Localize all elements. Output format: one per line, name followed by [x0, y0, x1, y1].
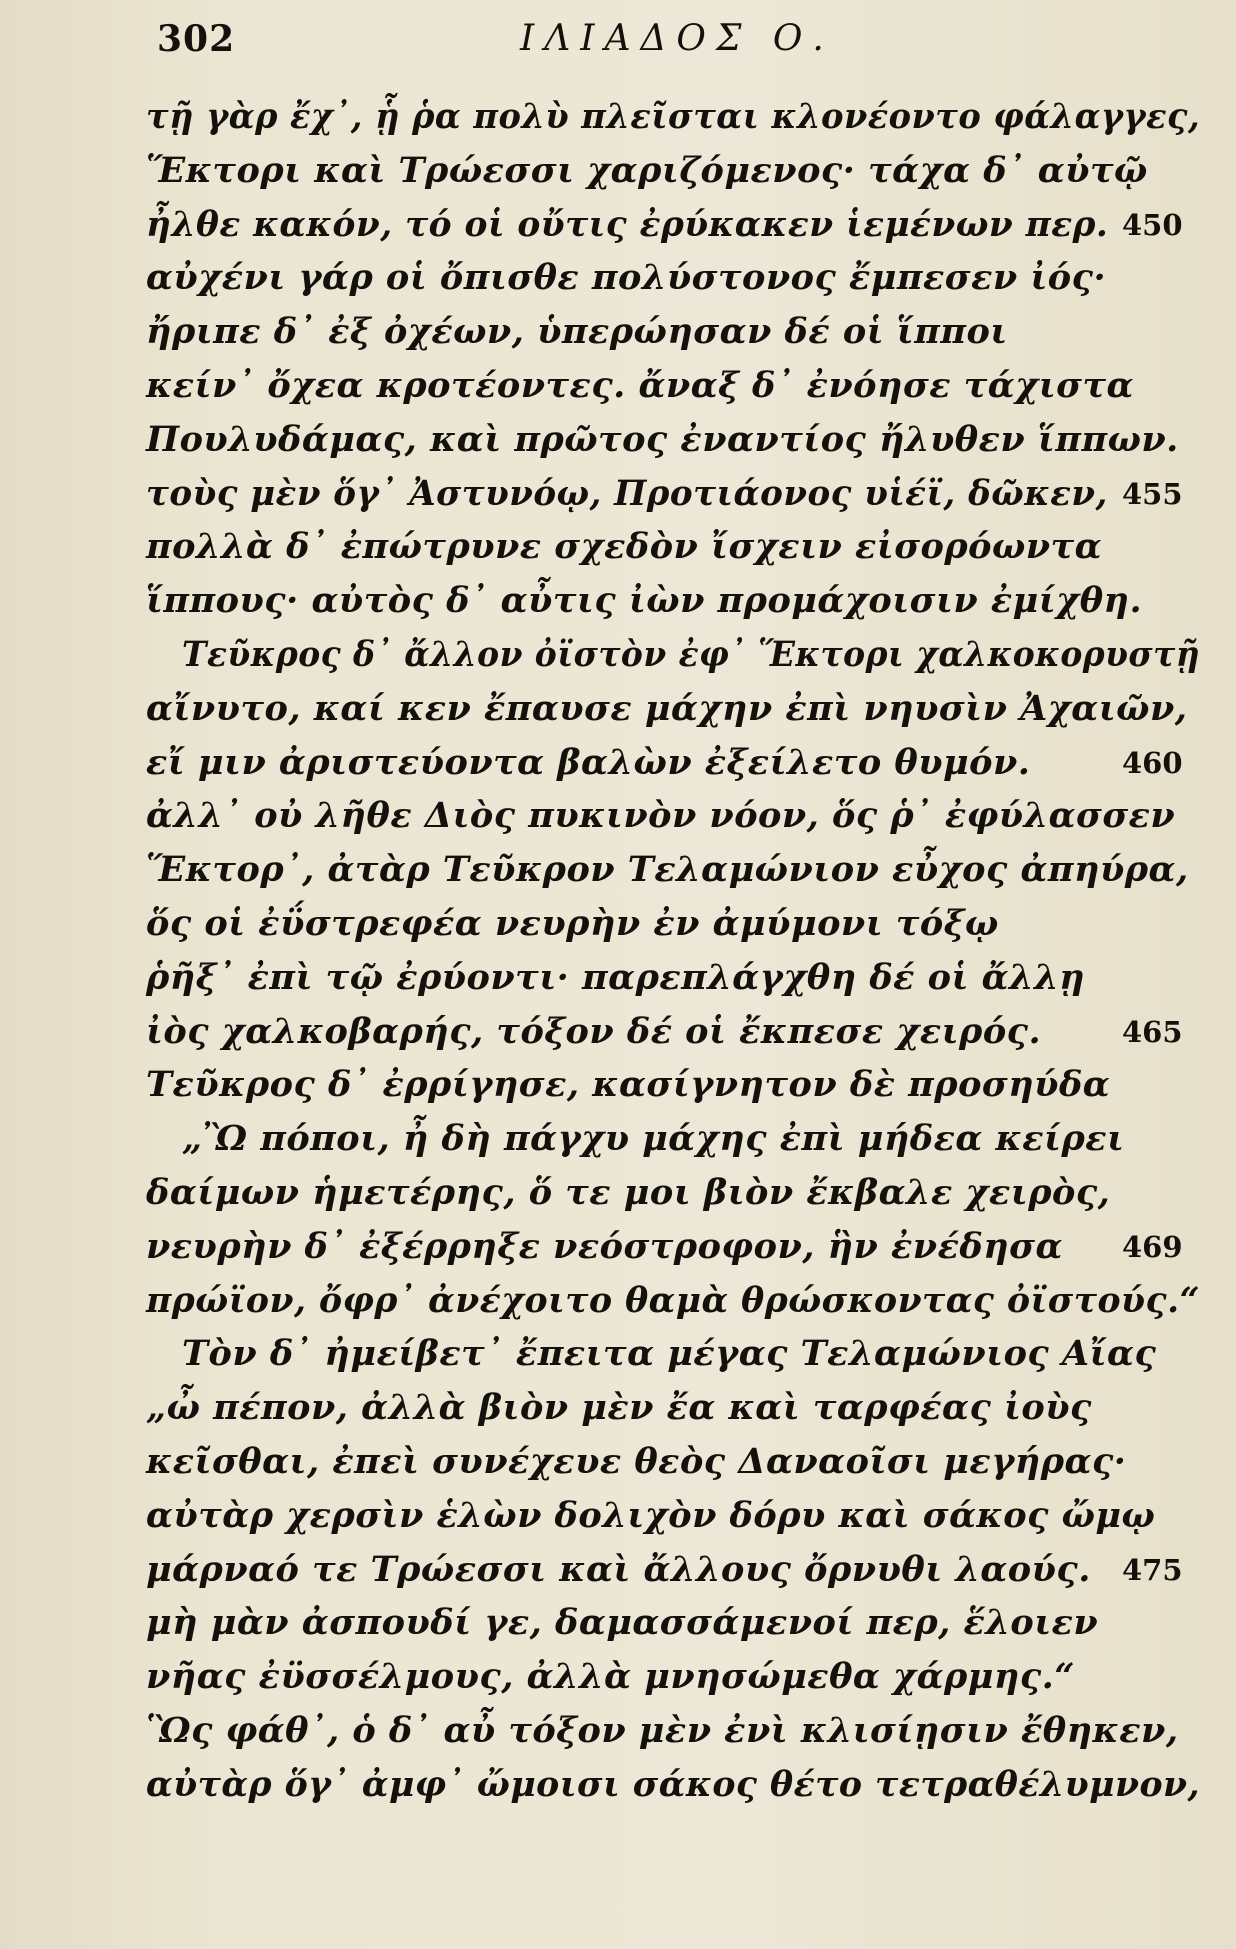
running-head: ΙΛΙΑΔΟΣ Ο. [520, 18, 834, 59]
verse-line [0, 1011, 1236, 1065]
verse-line [0, 1764, 1236, 1818]
verse-line [0, 1656, 1236, 1710]
verse-line [0, 1280, 1236, 1334]
verse-text: ῥῆξ᾽ ἐπὶ τῷ ἐρύοντι· παρεπλάγχθη δέ οἱ ἄλλῃ [146, 956, 1086, 998]
verse-line [0, 1710, 1236, 1764]
verse-line [0, 1226, 1236, 1280]
verse-line [0, 1495, 1236, 1549]
verse-text: αἴνυτο, καί κεν ἔπαυσε μάχην ἐπὶ νηυσὶν Ἀχαιῶν, [146, 687, 1188, 729]
verse-line [0, 580, 1236, 634]
verse-line [0, 150, 1236, 204]
verse-line [0, 1172, 1236, 1226]
line-number: 455 [1122, 476, 1183, 511]
verse-text: αὐχένι γάρ οἱ ὄπισθε πολύστονος ἔμπεσεν ἰός· [146, 257, 1107, 299]
verse-block [0, 96, 1236, 1818]
verse-text: νευρὴν δ᾽ ἐξέρρηξε νεόστροφον, ἣν ἐνέδησα [146, 1225, 1063, 1267]
verse-line [0, 688, 1236, 742]
verse-text: ἀλλ᾽ οὐ λῆθε Διὸς πυκινὸν νόον, ὅς ῥ᾽ ἐφύλασσεν [146, 795, 1176, 837]
verse-text: „Ὢ πόποι, ἦ δὴ πάγχυ μάχης ἐπὶ μήδεα κείρει [182, 1118, 1125, 1160]
verse-text: „ὦ πέπον, ἀλλὰ βιὸν μὲν ἔα καὶ ταρφέας ἰοὺς [146, 1387, 1092, 1429]
verse-line [0, 903, 1236, 957]
line-number: 475 [1122, 1552, 1183, 1587]
page-number: 302 [157, 18, 236, 60]
verse-text: μάρναό τε Τρώεσσι καὶ ἄλλους ὄρνυθι λαούς. [146, 1548, 1091, 1590]
verse-line [0, 419, 1236, 473]
line-number: 469 [1122, 1229, 1183, 1264]
verse-line [0, 795, 1236, 849]
verse-line [0, 257, 1236, 311]
verse-text: ἰὸς χαλκοβαρής, τόξον δέ οἱ ἔκπεσε χειρός. [146, 1010, 1042, 1052]
verse-line [0, 1387, 1236, 1441]
verse-line [0, 526, 1236, 580]
verse-text: ἵππους· αὐτὸς δ᾽ αὖτις ἰὼν προμάχοισιν ἐμίχθη. [146, 580, 1143, 622]
verse-text: ἤριπε δ᾽ ἐξ ὀχέων, ὑπερώησαν δέ οἱ ἵπποι [146, 311, 1008, 353]
line-number: 450 [1122, 207, 1183, 242]
verse-line [0, 311, 1236, 365]
verse-text: Ἕκτορ᾽, ἀτὰρ Τεῦκρον Τελαμώνιον εὖχος ἀπηύρα, [146, 849, 1189, 891]
verse-text: αὐτὰρ ὅγ᾽ ἀμφ᾽ ὤμοισι σάκος θέτο τετραθέλυμνον, [146, 1763, 1201, 1805]
verse-text: εἴ μιν ἀριστεύοντα βαλὼν ἐξείλετο θυμόν. [146, 741, 1031, 783]
verse-line [0, 365, 1236, 419]
verse-line [0, 849, 1236, 903]
verse-text: κεῖσθαι, ἐπεὶ συνέχευε θεὸς Δαναοῖσι μεγήρας· [146, 1440, 1127, 1482]
verse-text: Ὣς φάθ᾽, ὁ δ᾽ αὖ τόξον μὲν ἐνὶ κλισίῃσιν ἔθηκεν, [146, 1709, 1179, 1751]
verse-line [0, 473, 1236, 527]
verse-text: κείν᾽ ὄχεα κροτέοντες. ἄναξ δ᾽ ἐνόησε τάχιστα [146, 364, 1134, 406]
verse-text: ἦλθε κακόν, τό οἱ οὔτις ἐρύκακεν ἱεμένων περ. [146, 203, 1109, 245]
verse-line [0, 1118, 1236, 1172]
verse-text: νῆας ἐϋσσέλμους, ἀλλὰ μνησώμεθα χάρμης.“ [146, 1656, 1075, 1698]
verse-text: μὴ μὰν ἀσπουδί γε, δαμασσάμενοί περ, ἕλοιεν [146, 1602, 1099, 1644]
verse-line [0, 1549, 1236, 1603]
verse-line [0, 96, 1236, 150]
verse-text: Τὸν δ᾽ ἠμείβετ᾽ ἔπειτα μέγας Τελαμώνιος Αἴας [182, 1333, 1157, 1375]
verse-line [0, 634, 1236, 688]
verse-text: Τεῦκρος δ᾽ ἐρρίγησε, κασίγνητον δὲ προσηύδα [146, 1064, 1111, 1106]
verse-text: Τεῦκρος δ᾽ ἄλλον ὀϊστὸν ἐφ᾽ Ἕκτορι χαλκοκορυστῇ [182, 633, 1201, 675]
verse-line [0, 1064, 1236, 1118]
verse-text: ὅς οἱ ἐΰστρεφέα νευρὴν ἐν ἀμύμονι τόξῳ [146, 902, 999, 944]
line-number: 465 [1122, 1014, 1183, 1049]
verse-line [0, 742, 1236, 796]
verse-text: Πουλυδάμας, καὶ πρῶτος ἐναντίος ἤλυθεν ἵππων. [146, 418, 1179, 460]
verse-text: πρώϊον, ὄφρ᾽ ἀνέχοιτο θαμὰ θρώσκοντας ὀϊστούς.“ [146, 1279, 1200, 1321]
verse-text: Ἕκτορι καὶ Τρώεσσι χαριζόμενος· τάχα δ᾽ αὐτῷ [146, 149, 1148, 191]
verse-line [0, 204, 1236, 258]
line-number: 460 [1122, 745, 1183, 780]
verse-line [0, 1602, 1236, 1656]
verse-line [0, 957, 1236, 1011]
verse-text: τοὺς μὲν ὅγ᾽ Ἀστυνόῳ, Προτιάονος υἱέϊ, δῶκεν, [146, 472, 1108, 514]
verse-line [0, 1333, 1236, 1387]
verse-text: τῇ γὰρ ἔχ᾽, ᾗ ῥα πολὺ πλεῖσται κλονέοντο φάλαγγες, [146, 96, 1201, 137]
verse-line [0, 1441, 1236, 1495]
verse-text: αὐτὰρ χερσὶν ἑλὼν δολιχὸν δόρυ καὶ σάκος ὤμῳ [146, 1494, 1156, 1536]
verse-text: πολλὰ δ᾽ ἐπώτρυνε σχεδὸν ἴσχειν εἰσορόωντα [146, 526, 1103, 568]
verse-text: δαίμων ἡμετέρης, ὅ τε μοι βιὸν ἔκβαλε χειρὸς, [146, 1171, 1111, 1213]
